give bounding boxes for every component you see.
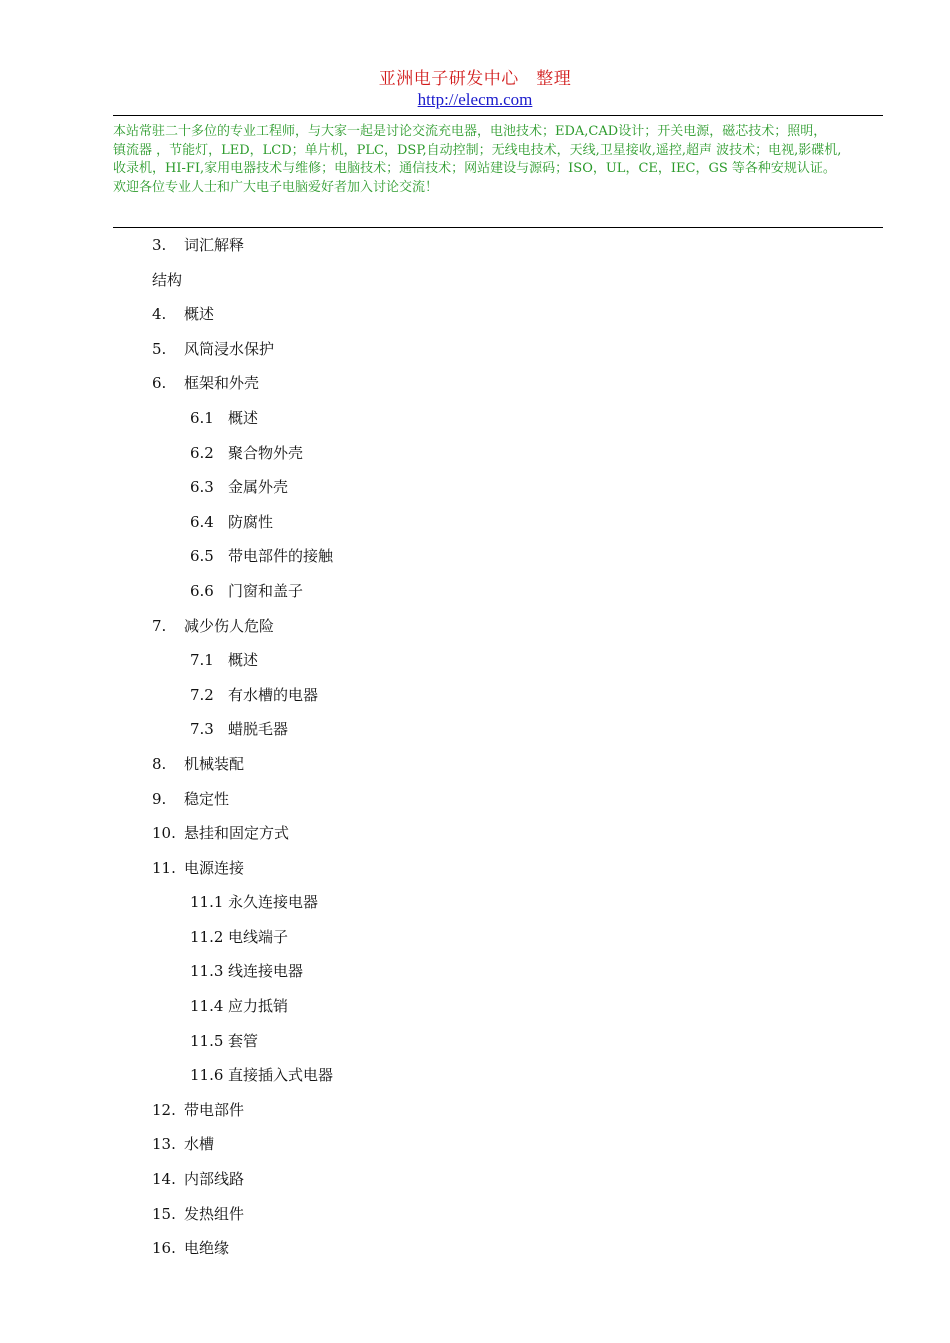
toc-number: 11.5	[190, 1031, 224, 1050]
toc-item	[0, 1133, 950, 1168]
toc-title: 悬挂和固定方式	[184, 824, 290, 843]
toc-subitem	[0, 580, 950, 615]
toc-item	[0, 234, 950, 269]
toc-subitem	[0, 926, 950, 961]
toc-title: 防腐性	[228, 512, 274, 531]
header-divider	[113, 115, 883, 116]
toc-number: 14.	[152, 1170, 176, 1189]
toc-subitem	[0, 995, 950, 1030]
toc-title: 结构	[152, 270, 183, 289]
toc-title: 有水槽的电器	[228, 685, 319, 704]
toc-item	[0, 1203, 950, 1238]
toc-number: 13.	[152, 1135, 176, 1154]
toc-subitem	[0, 407, 950, 442]
toc-item	[0, 857, 950, 892]
page-header	[0, 68, 950, 110]
toc-subitem	[0, 511, 950, 546]
toc-number: 12.	[152, 1100, 176, 1119]
toc-title: 门窗和盖子	[228, 581, 304, 600]
toc-item	[0, 615, 950, 650]
toc-number: 11.4	[190, 997, 224, 1016]
toc-number: 7.2	[190, 685, 214, 704]
toc-subitem	[0, 718, 950, 753]
toc-number: 11.1	[190, 893, 224, 912]
intro-line: 欢迎各位专业人士和广大电子电脑爱好者加入讨论交流！	[113, 179, 439, 195]
toc-title: 电绝缘	[184, 1239, 230, 1258]
toc-title: 蜡脱毛器	[228, 720, 289, 739]
toc-subitem	[0, 891, 950, 926]
intro-line: 本站常驻二十多位的专业工程师，与大家一起是讨论交流充电器，电池技术；EDA,CAD设计；开关电源，磁芯技术；照明，	[113, 124, 827, 139]
toc-item	[0, 753, 950, 788]
toc-title: 框架和外壳	[184, 374, 260, 393]
toc-subitem	[0, 684, 950, 719]
toc-title: 套管	[228, 1031, 259, 1050]
intro-divider	[113, 227, 883, 228]
toc-subitem	[0, 649, 950, 684]
toc-subitem	[0, 1064, 950, 1099]
toc-number: 16.	[152, 1239, 176, 1258]
toc-number: 4.	[152, 305, 167, 324]
toc-number: 6.1	[190, 408, 214, 427]
intro-line: 镇流器 ，节能灯，LED，LCD；单片机，PLC，DSP,自动控制；无线电技术，天线,卫星接收,遥控,超声 波技术；电视,影碟机,	[113, 142, 842, 158]
toc-number: 7.3	[190, 720, 214, 739]
toc-title: 内部线路	[184, 1170, 245, 1189]
toc-title: 概述	[228, 651, 259, 670]
toc-number: 11.6	[190, 1066, 224, 1085]
toc-title: 减少伤人危险	[184, 616, 275, 635]
toc-number: 10.	[152, 824, 176, 843]
toc-title: 发热组件	[184, 1204, 245, 1223]
toc-title: 带电部件的接触	[228, 547, 334, 566]
toc-item	[0, 372, 950, 407]
toc-title: 带电部件	[184, 1100, 245, 1119]
toc-title: 电源连接	[184, 858, 245, 877]
toc-number: 6.	[152, 374, 167, 393]
toc-number: 6.2	[190, 443, 214, 462]
toc-number: 9.	[152, 789, 167, 808]
toc-item	[0, 822, 950, 857]
toc-number: 5.	[152, 339, 167, 358]
toc-subitem	[0, 545, 950, 580]
toc-number: 6.4	[190, 512, 214, 531]
toc-subitem	[0, 960, 950, 995]
toc-item	[0, 303, 950, 338]
toc-title: 水槽	[184, 1135, 215, 1154]
site-title: 亚洲电子研发中心 整理	[378, 69, 572, 89]
toc-item	[0, 1099, 950, 1134]
toc-number: 3.	[152, 236, 167, 254]
toc-subitem	[0, 442, 950, 477]
toc-number: 6.5	[190, 547, 214, 566]
toc-title: 应力抵销	[228, 997, 289, 1016]
toc-subitem	[0, 476, 950, 511]
intro-line: 收录机，HI-FI,家用电器技术与维修；电脑技术；通信技术；网站建设与源码；ISO，UL，CE，IEC，GS 等各种安规认证。	[113, 161, 836, 176]
toc-subitem	[0, 1030, 950, 1065]
toc-number: 11.2	[190, 927, 224, 946]
toc-title: 聚合物外壳	[228, 443, 304, 462]
toc-number: 11.3	[190, 962, 224, 981]
toc-title: 稳定性	[184, 789, 230, 808]
toc-number: 15.	[152, 1204, 176, 1223]
toc-item	[0, 1237, 950, 1272]
toc-title: 金属外壳	[228, 478, 289, 497]
toc-title: 电线端子	[228, 927, 289, 946]
toc-number: 6.3	[190, 478, 214, 497]
toc-number: 7.1	[190, 651, 214, 670]
toc-number: 7.	[152, 616, 167, 635]
toc-item	[0, 1168, 950, 1203]
table-of-contents	[0, 234, 950, 1272]
toc-title: 词汇解释	[184, 236, 245, 254]
toc-title: 直接插入式电器	[228, 1066, 334, 1085]
toc-item	[0, 788, 950, 823]
toc-title: 概述	[184, 305, 215, 324]
toc-item	[0, 269, 950, 304]
toc-title: 风筒浸水保护	[184, 339, 275, 358]
toc-title: 线连接电器	[228, 962, 304, 981]
toc-title: 永久连接电器	[228, 893, 319, 912]
toc-item	[0, 338, 950, 373]
toc-title: 机械装配	[184, 754, 245, 773]
toc-number: 8.	[152, 754, 167, 773]
toc-title: 概述	[228, 408, 259, 427]
toc-number: 11.	[152, 858, 176, 877]
site-intro	[113, 123, 885, 197]
site-url-link[interactable]: http://elecm.com	[417, 90, 533, 109]
toc-number: 6.6	[190, 581, 214, 600]
